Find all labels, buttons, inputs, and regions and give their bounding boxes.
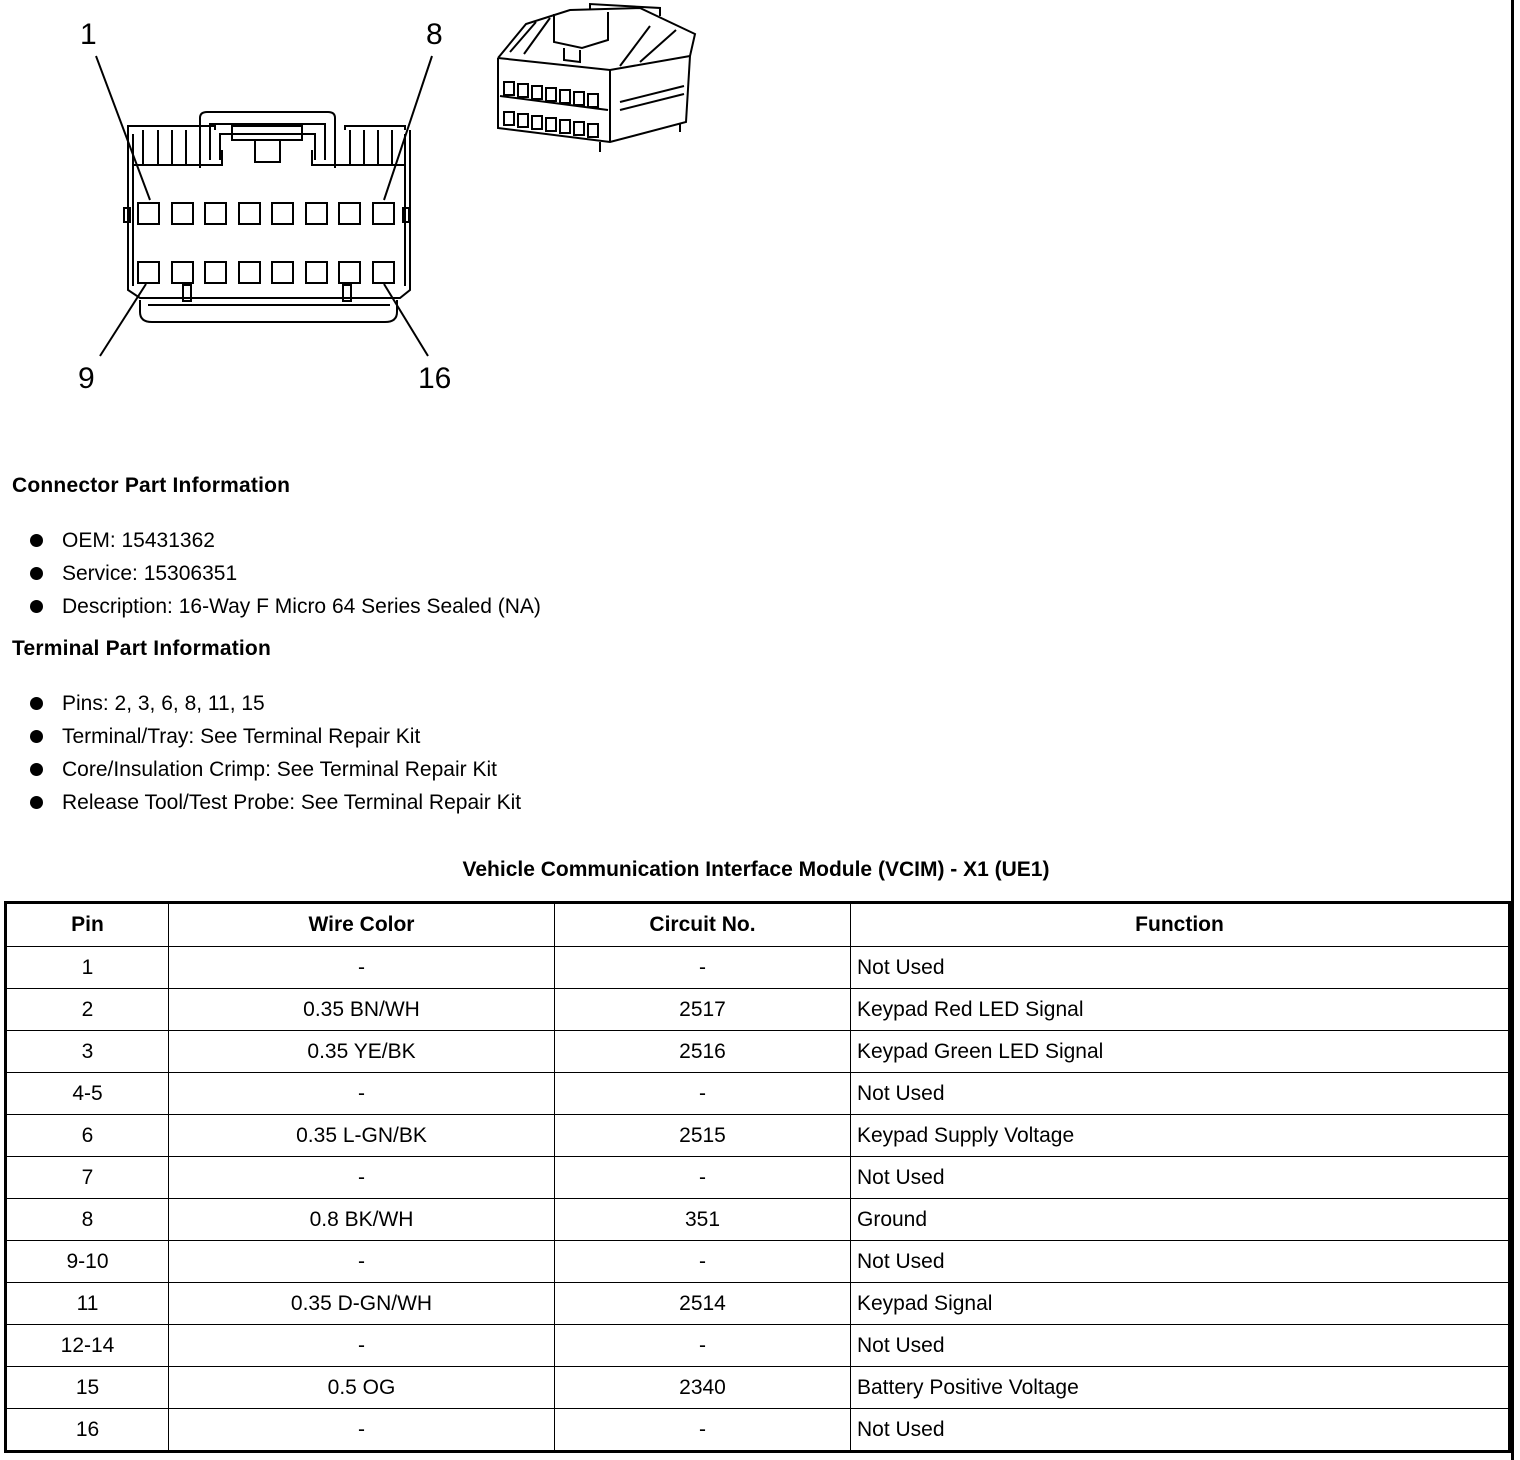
bullet-icon — [30, 534, 43, 547]
connector-face-diagram — [0, 0, 480, 420]
table-row — [6, 1073, 1510, 1115]
cell-wire-color: 0.5 OG — [169, 1367, 555, 1409]
cell-circuit-no: 2340 — [555, 1367, 851, 1409]
cell-wire-color: 0.35 D-GN/WH — [169, 1283, 555, 1325]
cell-pin: 2 — [6, 989, 169, 1031]
cell-circuit-no: - — [555, 1409, 851, 1452]
cell-wire-color: - — [169, 1325, 555, 1367]
connector-isometric-diagram — [490, 0, 710, 160]
table-row — [6, 1409, 1510, 1452]
cell-function: Keypad Signal — [851, 1283, 1510, 1325]
list-item-text: Terminal/Tray: See Terminal Repair Kit — [62, 725, 421, 748]
cell-circuit-no: - — [555, 947, 851, 989]
cell-wire-color: 0.35 BN/WH — [169, 989, 555, 1031]
list-item-text: OEM: 15431362 — [62, 529, 215, 552]
cell-wire-color: 0.8 BK/WH — [169, 1199, 555, 1241]
list-item — [30, 524, 541, 557]
cell-circuit-no: 2516 — [555, 1031, 851, 1073]
cell-pin: 11 — [6, 1283, 169, 1325]
cell-pin: 4-5 — [6, 1073, 169, 1115]
cell-pin: 12-14 — [6, 1325, 169, 1367]
cell-function: Keypad Green LED Signal — [851, 1031, 1510, 1073]
cell-function: Keypad Red LED Signal — [851, 989, 1510, 1031]
table-row — [6, 1199, 1510, 1241]
list-item-text: Core/Insulation Crimp: See Terminal Repair Kit — [62, 758, 497, 781]
table-row — [6, 1115, 1510, 1157]
cell-function: Ground — [851, 1199, 1510, 1241]
cell-wire-color: 0.35 L-GN/BK — [169, 1115, 555, 1157]
bullet-icon — [30, 567, 43, 580]
cell-pin: 15 — [6, 1367, 169, 1409]
cell-pin: 8 — [6, 1199, 169, 1241]
column-header-function: Function — [851, 903, 1510, 947]
cell-wire-color: - — [169, 1157, 555, 1199]
table-row — [6, 1367, 1510, 1409]
cell-function: Not Used — [851, 1241, 1510, 1283]
list-item — [30, 687, 521, 720]
cell-circuit-no: 2514 — [555, 1283, 851, 1325]
cell-pin: 6 — [6, 1115, 169, 1157]
list-item — [30, 590, 541, 623]
page-right-border — [1511, 0, 1514, 1460]
callout-pin-8: 8 — [426, 18, 443, 51]
list-item-text: Service: 15306351 — [62, 562, 238, 585]
callout-pin-16: 16 — [418, 362, 452, 395]
table-row — [6, 1241, 1510, 1283]
cell-pin: 16 — [6, 1409, 169, 1452]
table-row — [6, 1157, 1510, 1199]
cell-pin: 1 — [6, 947, 169, 989]
cell-circuit-no: - — [555, 1325, 851, 1367]
terminal-part-heading: Terminal Part Information — [12, 637, 271, 660]
connector-part-heading: Connector Part Information — [12, 474, 291, 497]
cell-function: Keypad Supply Voltage — [851, 1115, 1510, 1157]
list-item — [30, 720, 521, 753]
cell-pin: 7 — [6, 1157, 169, 1199]
list-item — [30, 557, 541, 590]
table-header-row — [6, 903, 1510, 947]
cell-wire-color: - — [169, 947, 555, 989]
bullet-icon — [30, 796, 43, 809]
cell-wire-color: 0.35 YE/BK — [169, 1031, 555, 1073]
cell-function: Not Used — [851, 1409, 1510, 1452]
cell-pin: 9-10 — [6, 1241, 169, 1283]
cell-circuit-no: 2515 — [555, 1115, 851, 1157]
cell-pin: 3 — [6, 1031, 169, 1073]
table-row — [6, 1031, 1510, 1073]
bullet-icon — [30, 600, 43, 613]
bullet-icon — [30, 730, 43, 743]
cell-wire-color: - — [169, 1073, 555, 1115]
table-row — [6, 989, 1510, 1031]
cell-circuit-no: - — [555, 1073, 851, 1115]
cell-function: Not Used — [851, 947, 1510, 989]
list-item-text: Description: 16-Way F Micro 64 Series Sealed (NA) — [62, 595, 541, 618]
callout-pin-1: 1 — [80, 18, 97, 51]
list-item — [30, 753, 521, 786]
terminal-part-list — [30, 687, 521, 819]
cell-function: Not Used — [851, 1073, 1510, 1115]
bullet-icon — [30, 697, 43, 710]
cell-wire-color: - — [169, 1241, 555, 1283]
table-row — [6, 947, 1510, 989]
list-item — [30, 786, 521, 819]
table-row — [6, 1325, 1510, 1367]
cell-circuit-no: - — [555, 1241, 851, 1283]
table-row — [6, 1283, 1510, 1325]
cell-wire-color: - — [169, 1409, 555, 1452]
bullet-icon — [30, 763, 43, 776]
list-item-text: Pins: 2, 3, 6, 8, 11, 15 — [62, 692, 265, 715]
cell-circuit-no: 351 — [555, 1199, 851, 1241]
cell-function: Not Used — [851, 1325, 1510, 1367]
cell-function: Not Used — [851, 1157, 1510, 1199]
callout-pin-9: 9 — [78, 362, 95, 395]
cell-circuit-no: 2517 — [555, 989, 851, 1031]
cell-function: Battery Positive Voltage — [851, 1367, 1510, 1409]
column-header-circuit-no: Circuit No. — [555, 903, 851, 947]
list-item-text: Release Tool/Test Probe: See Terminal Repair Kit — [62, 791, 522, 814]
column-header-wire-color: Wire Color — [169, 903, 555, 947]
pinout-table — [4, 901, 1511, 1453]
cell-circuit-no: - — [555, 1157, 851, 1199]
connector-part-list — [30, 524, 541, 623]
pinout-table-title: Vehicle Communication Interface Module (VCIM) - X1 (UE1) — [462, 858, 1050, 881]
column-header-pin: Pin — [6, 903, 169, 947]
